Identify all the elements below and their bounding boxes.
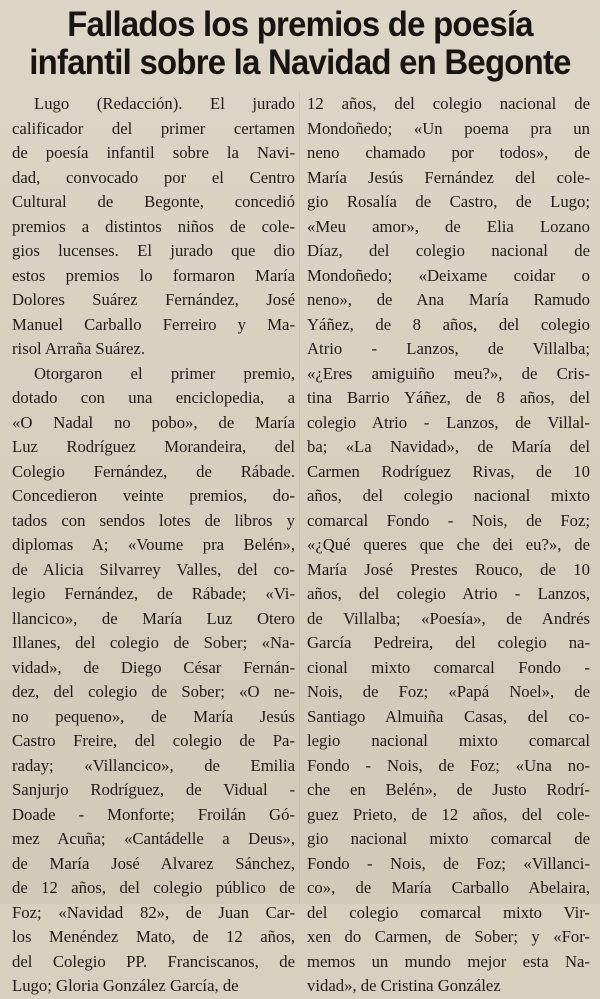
text-line: dez, del colegio de Sober; «O ne- [12, 682, 295, 701]
text-line: María José Prestes Rouco, de 10 [307, 559, 590, 579]
text-line: Fondo - Nois, de Foz; «Una no- [307, 755, 590, 775]
text-line: xen do Carmen, de Sober; y «For- [307, 927, 590, 946]
text-line: del colegio comarcal mixto Vir- [307, 902, 590, 922]
text-line: Yáñez, de 8 años, del colegio [307, 314, 590, 334]
text-line: Díaz, del colegio nacional de [307, 241, 590, 260]
text-line: Santiago Almuiña Casas, del co- [307, 706, 590, 726]
text-line: Otorgaron el primer premio, [34, 363, 295, 383]
text-line: cional mixto comarcal Fondo - [307, 657, 590, 677]
text-line: García Pedreira, del colegio na- [307, 633, 590, 652]
text-line: de 12 años, del colegio público de [12, 878, 295, 897]
text-line: memos un mundo mejor esta Na- [307, 951, 590, 971]
headline-line-1: Fallados los premios de poesía [67, 5, 533, 44]
text-line: María Jesús Fernández del cole- [307, 167, 590, 187]
text-line: risol Arraña Suárez. [12, 339, 145, 358]
text-line: Concedieron veinte premios, do- [12, 486, 295, 505]
text-line: Lugo; Gloria González García, de [12, 976, 239, 995]
text-line: «¿Eres amiguiño meu?», de Cris- [307, 363, 590, 383]
text-line: gios lucenses. El jurado que dio [12, 241, 295, 260]
text-line: dotado con una enciclopedia, a [12, 388, 295, 407]
text-line: Nois, de Foz; «Papá Noel», de [307, 682, 590, 701]
article-column-right [307, 92, 590, 995]
text-line: raday; «Villancico», de Emilia [12, 755, 295, 775]
text-line: de poesía infantil sobre la Navi- [12, 143, 295, 162]
text-line: Castro Freire, del colegio de Pa- [12, 731, 295, 750]
text-line: los Menéndez Mato, de 12 años, [12, 927, 295, 946]
text-line: Foz; «Navidad 82», de Juan Car- [12, 902, 295, 922]
article-column-left [12, 92, 295, 995]
text-line: gio nacional mixto comarcal de [307, 829, 590, 848]
text-line: «O Nadal no pobo», de María [12, 412, 295, 432]
text-line: no pequeno», de María Jesús [12, 706, 295, 726]
text-line: «Meu amor», de Elia Lozano [307, 216, 590, 236]
text-line: Doade - Monforte; Froilán Gó- [12, 804, 295, 824]
text-line: de María José Alvarez Sánchez, [12, 853, 295, 873]
text-line: del Colegio PP. Franciscanos, de [12, 951, 295, 971]
text-line: llancico», de María Luz Otero [12, 608, 295, 628]
text-line: tados con sendos lotes de libros y [12, 510, 295, 530]
text-line: calificador del primer certamen [12, 118, 295, 138]
text-line: Manuel Carballo Ferreiro y Ma- [12, 314, 295, 334]
text-line: premios a distintos niños de cole- [12, 216, 295, 236]
text-line: Cultural de Begonte, concedió [12, 192, 295, 211]
text-line: diplomas A; «Voume pra Belén», [12, 535, 295, 554]
text-line: Dolores Suárez Fernández, José [12, 290, 295, 309]
text-line: Mondoñedo; «Deixame coidar o [307, 265, 590, 285]
text-line: Carmen Rodríguez Rivas, de 10 [307, 461, 590, 481]
text-line: de Villalba; «Poesía», de Andrés [307, 608, 590, 628]
text-line: vidad», de Diego César Fernán- [12, 657, 295, 677]
text-line: Colegio Fernández, de Rábade. [12, 461, 295, 481]
text-line: 12 años, del colegio nacional de [307, 94, 590, 113]
text-line: mez Acuña; «Cantádelle a Deus», [12, 829, 295, 848]
text-line: Mondoñedo; «Un poema pra un [307, 118, 590, 138]
text-line: Fondo - Nois, de Foz; «Villanci- [307, 853, 590, 873]
text-line: vidad», de Cristina González [307, 976, 501, 995]
text-line: neno», de Ana María Ramudo [307, 290, 590, 309]
text-line: Lugo (Redacción). El jurado [34, 94, 295, 113]
text-line: gio Rosalía de Castro, de Lugo; [307, 192, 590, 211]
text-line: co», de María Carballo Abelaira, [307, 878, 590, 897]
text-line: dad, convocado por el Centro [12, 167, 295, 187]
text-line: ba; «La Navidad», de María del [307, 437, 590, 456]
text-line: años, del colegio Atrio - Lanzos, [307, 584, 590, 603]
text-line: che en Belén», de Justo Rodrí- [307, 780, 590, 799]
text-line: colegio Atrio - Lanzos, de Villal- [307, 412, 590, 432]
text-line: comarcal Fondo - Nois, de Foz; [307, 510, 590, 530]
text-line: legio Fernández, de Rábade; «Vi- [12, 584, 295, 603]
text-line: «¿Qué queres que che dei eu?», de [307, 535, 590, 554]
text-line: neno chamado por todos», de [307, 143, 590, 162]
article-body [12, 92, 590, 995]
article-headline [27, 6, 572, 82]
text-line: de Alicia Silvarrey Valles, del co- [12, 559, 295, 579]
text-line: Atrio - Lanzos, de Villalba; [307, 339, 590, 358]
text-line: Luz Rodríguez Morandeira, del [12, 437, 295, 456]
text-line: años, del colegio nacional mixto [307, 486, 590, 505]
text-line: Sanjurjo Rodríguez, de Vidual - [12, 780, 295, 799]
text-line: estos premios lo formaron María [12, 265, 295, 285]
headline-line-2: infantil sobre la Navidad en Begonte [29, 43, 571, 82]
text-line: legio nacional mixto comarcal [307, 731, 590, 750]
text-line: tina Barrio Yáñez, de 8 años, del [307, 388, 590, 407]
text-line: Illanes, del colegio de Sober; «Na- [12, 633, 295, 652]
text-line: guez Prieto, de 12 años, del cole- [307, 804, 590, 824]
